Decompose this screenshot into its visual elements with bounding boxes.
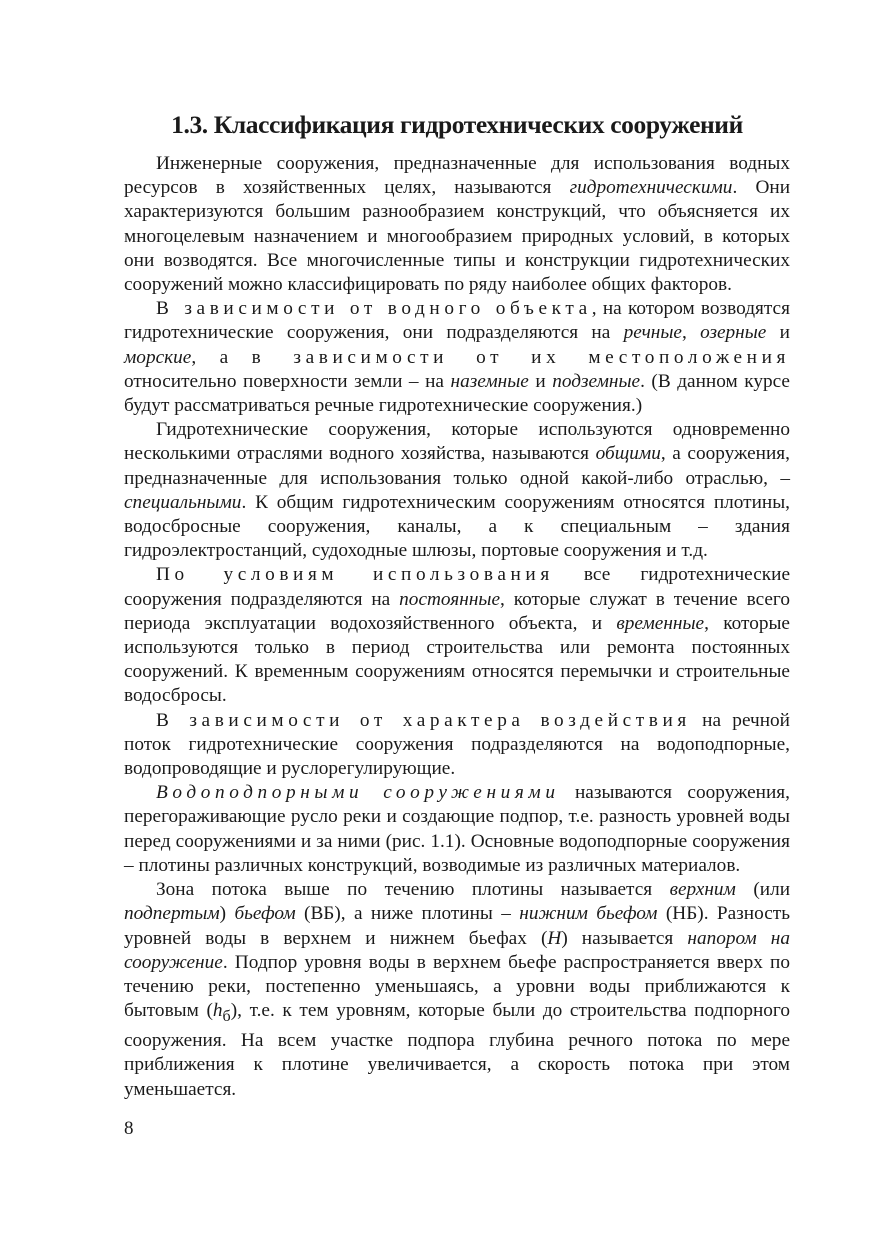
- symbol-head: H: [547, 927, 562, 949]
- p3-text-1: Гидротехнические сооружения, которые используются одновременно несколькими отраслями водного хозяйства, называются: [124, 419, 790, 465]
- p7-text-3: (НБ). Разность уровней воды в верхнем и нижнем бьефах (: [124, 903, 790, 949]
- p4-text-2: , которые служат в течение всего периода эксплуатации водохозяйственного объекта, и: [124, 588, 790, 634]
- term-special: специальными: [124, 491, 242, 513]
- p1-text-1: Инженерные сооружения, предназначенные для использования водных ресурсов в хозяйственных целях, называются: [124, 153, 790, 199]
- body-text: [124, 152, 790, 1102]
- p3-text-2: , а сооружения, предназначенные для использования только одной какой-либо отраслью, –: [124, 443, 790, 489]
- p1-text-2: . Они характеризуются большим разнообразием конструкций, что объясняется их многоцелевым назначением и многообразием природных условий, в которых они возводятся. Все многочисленные типы и конструкции гидротехнических сооружений можно классифицировать по ряду наиболее общих факторов.: [124, 177, 791, 296]
- p7-text-2: (ВБ), а ниже плотины –: [295, 903, 520, 925]
- paragraph-3: [124, 418, 790, 563]
- paragraph-5: [124, 709, 790, 782]
- spaced-phrase-location: в зависимости от их местоположения: [251, 346, 790, 368]
- p7-text-1: Зона потока выше по течению плотины называется: [156, 879, 670, 901]
- p4-text-3: , которые используются только в период строительства или ремонта постоянных сооружений. К временным сооружениям относятся перемычки и строительные водосбросы.: [124, 612, 790, 707]
- paragraph-2: [124, 297, 790, 418]
- term-temporary: временные: [616, 612, 705, 634]
- term-bief: бьефом: [234, 903, 296, 925]
- term-common: общими: [595, 443, 661, 465]
- term-water-retaining-structures: Водоподпорными сооружениями: [156, 782, 560, 804]
- term-permanent: постоянные: [399, 588, 501, 610]
- p2-sep-4: и: [528, 370, 553, 392]
- paragraph-7: [124, 878, 790, 1102]
- p3-text-3: . К общим гидротехническим сооружениям относятся плотины, водосбросные сооружения, каналы, а к специальным – здания гидроэлектростанций, судоходные шлюзы, портовые сооружения и т.д.: [124, 491, 790, 562]
- p5-text-1: на речной поток гидротехнические сооружения подразделяются на водоподпорные, водопроводящие и руслорегулирующие.: [124, 709, 790, 780]
- paragraph-1: [124, 152, 790, 297]
- term-hydrotechnical: гидротехническими: [569, 177, 733, 199]
- p7-text-6: ), т.е. к тем уровням, которые были до строительства подпорного сооружения. На всем участке подпора глубина речного потока по мере приближения к плотине увеличивается, а скорость потока при этом уменьшается.: [124, 1000, 790, 1100]
- p2-text-3: . (В данном курсе будут рассматриваться речные гидротехнические сооружения.): [124, 370, 790, 417]
- p4-text-1: все гидротехнические сооружения подразделяются на: [124, 564, 790, 610]
- p7-sep-1: (или: [735, 879, 791, 901]
- term-surface: наземные: [450, 370, 529, 392]
- p6-text-1: называются сооружения, перегораживающие русло реки и создающие подпор, т.е. разность уровней воды перед сооружениями и за ними (рис. 1.1). Основные водоподпорные сооружения – плотины различных конструкций, возводимые из различных материалов.: [124, 782, 790, 876]
- term-upper: верхним: [669, 879, 736, 901]
- p7-sep-2: ): [219, 903, 235, 925]
- term-sea: морские: [124, 346, 192, 368]
- term-head-on-structure: напором на сооружение: [124, 927, 790, 973]
- p7-text-4: ) называется: [561, 927, 688, 949]
- spaced-phrase-usage: По условиям использования: [156, 564, 554, 586]
- paragraph-4: [124, 563, 790, 708]
- page-number: 8: [124, 1118, 134, 1139]
- symbol-subscript: б: [222, 1007, 231, 1025]
- symbol-natural-depth: h: [212, 1000, 223, 1022]
- p2-sep-1: ,: [681, 322, 701, 344]
- section-heading: 1.3. Классификация гидротехнических сооружений: [171, 110, 743, 139]
- spaced-phrase-water-object: В зависимости от водного объекта: [156, 298, 592, 320]
- p7-text-5: . Подпор уровня воды в верхнем бьефе распространяется вверх по течению реки, постепенно уменьшаясь, а уровни воды приближаются к бытовым (: [124, 951, 790, 1022]
- term-backed-up: подпертым: [124, 903, 220, 925]
- spaced-phrase-impact: В зависимости от характера воздействия: [156, 709, 691, 731]
- p2-sep-2: и: [766, 322, 790, 344]
- term-lake: озерные: [700, 322, 767, 344]
- p2-text-1: , на котором возводятся гидротехнические сооружения, они подразделяются на: [124, 298, 790, 344]
- term-underground: подземные: [552, 370, 641, 392]
- term-river: речные: [623, 322, 682, 344]
- paragraph-6: [124, 781, 790, 878]
- p2-sep-3: , а: [191, 346, 252, 368]
- p2-text-2: относительно поверхности земли – на: [124, 370, 451, 392]
- term-lower-bief: нижним бьефом: [519, 903, 658, 925]
